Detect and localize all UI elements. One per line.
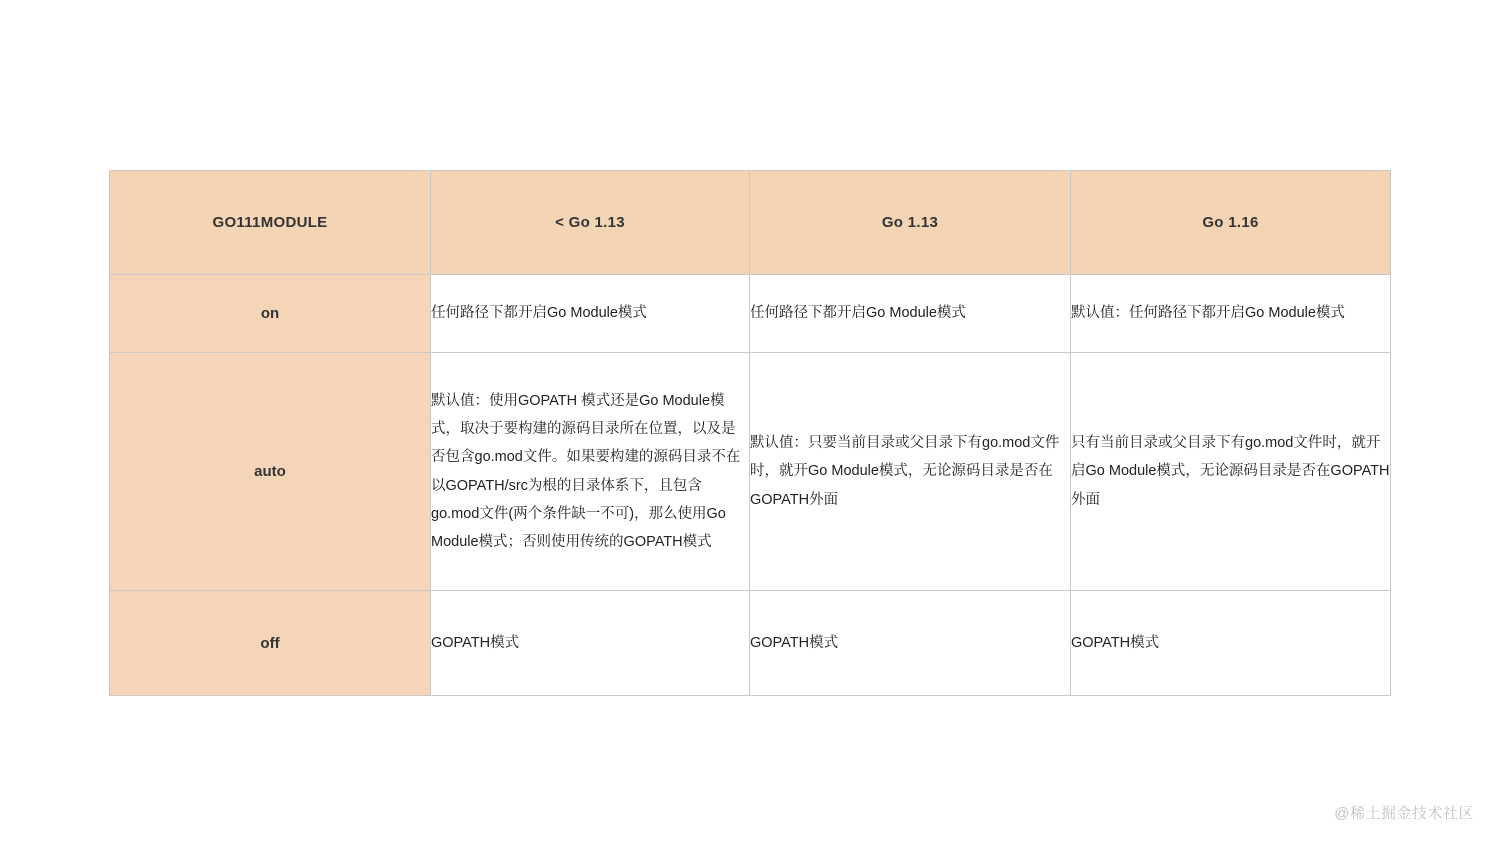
cell-auto-113: 默认值：只要当前目录或父目录下有go.mod文件时，就开Go Module模式，无论源码目录是否在GOPATH外面	[750, 353, 1071, 591]
cell-on-pre113: 任何路径下都开启Go Module模式	[431, 275, 750, 353]
column-header-go111module: GO111MODULE	[110, 171, 431, 275]
cell-auto-pre113: 默认值：使用GOPATH 模式还是Go Module模式，取决于要构建的源码目录所在位置，以及是否包含go.mod文件。如果要构建的源码目录不在以GOPATH/src为根的目录体系下，且包含go.mod文件(两个条件缺一不可)，那么使用Go Module模式；否则使用传统的GOPATH模式	[431, 353, 750, 591]
row-label-on: on	[110, 275, 431, 353]
cell-off-pre113: GOPATH模式	[431, 591, 750, 696]
column-header-go116: Go 1.16	[1071, 171, 1391, 275]
cell-on-116: 默认值：任何路径下都开启Go Module模式	[1071, 275, 1391, 353]
row-label-off: off	[110, 591, 431, 696]
row-label-auto: auto	[110, 353, 431, 591]
table-row	[110, 591, 1391, 696]
column-header-go113: Go 1.13	[750, 171, 1071, 275]
cell-auto-116: 只有当前目录或父目录下有go.mod文件时，就开启Go Module模式，无论源码目录是否在GOPATH外面	[1071, 353, 1391, 591]
table-row	[110, 353, 1391, 591]
column-header-pre-go113: < Go 1.13	[431, 171, 750, 275]
watermark-text: @稀土掘金技术社区	[1334, 805, 1474, 822]
table-row	[110, 275, 1391, 353]
cell-off-116: GOPATH模式	[1071, 591, 1391, 696]
cell-off-113: GOPATH模式	[750, 591, 1071, 696]
table-header-row	[110, 171, 1391, 275]
cell-on-113: 任何路径下都开启Go Module模式	[750, 275, 1071, 353]
go111module-compatibility-table	[109, 170, 1391, 696]
